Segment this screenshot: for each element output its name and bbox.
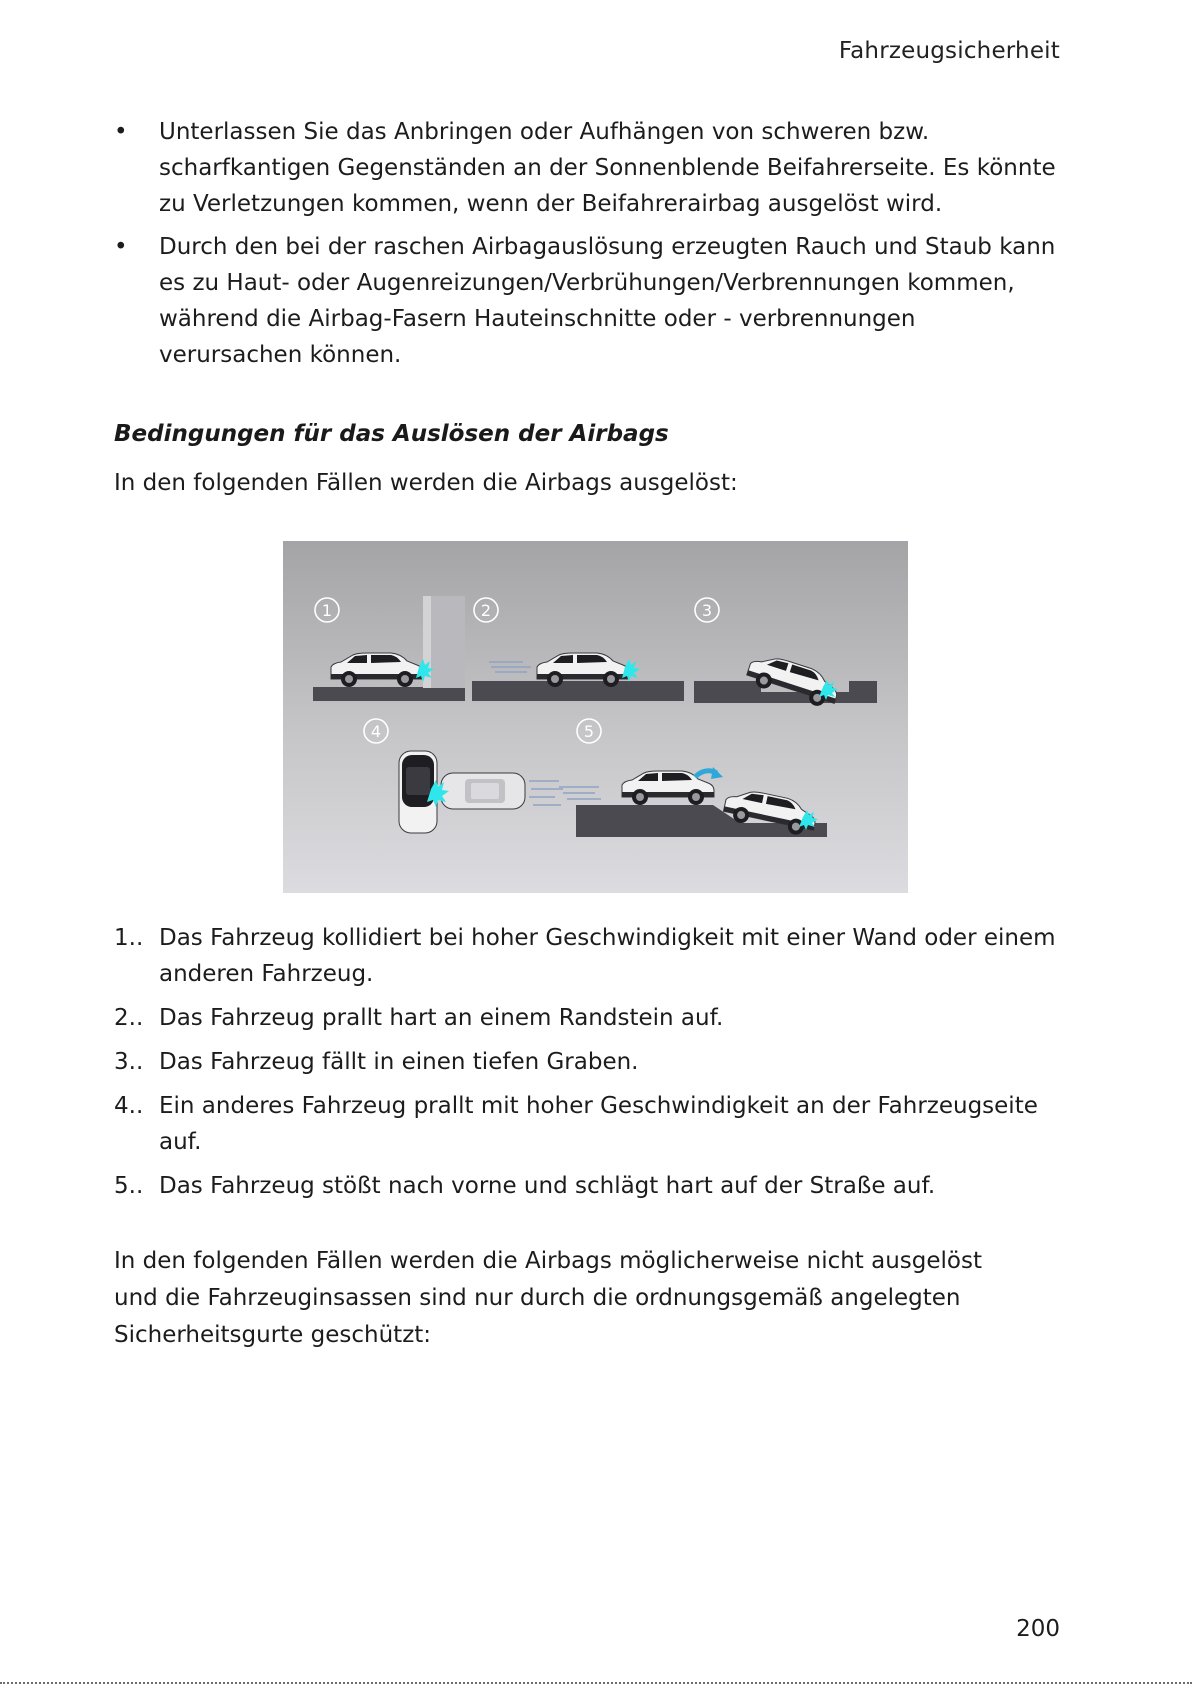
list-text: Das Fahrzeug fällt in einen tiefen Graben. bbox=[159, 1049, 639, 1075]
motion-lines bbox=[559, 787, 601, 799]
scenario-5-road-impact bbox=[559, 767, 827, 838]
ground-block bbox=[472, 681, 684, 701]
scenario-label-1 bbox=[315, 598, 339, 622]
list-number: 4.. bbox=[114, 1093, 144, 1119]
scenario-1-frontal-collision bbox=[313, 596, 465, 701]
warning-bullet-list bbox=[114, 114, 1066, 380]
ground-block bbox=[313, 687, 465, 701]
svg-text:4: 4 bbox=[370, 722, 382, 741]
impacting-car-top-view bbox=[441, 773, 525, 809]
page-number: 200 bbox=[1016, 1616, 1060, 1642]
section-heading: Bedingungen für das Auslösen der Airbags bbox=[114, 421, 669, 447]
svg-text:5: 5 bbox=[583, 722, 595, 741]
list-item bbox=[114, 1168, 1074, 1204]
list-text: Das Fahrzeug kollidiert bei hoher Geschwindigkeit mit einer Wand oder einem anderen Fahrzeug. bbox=[159, 925, 1056, 987]
bullet-text: Unterlassen Sie das Anbringen oder Aufhängen von schweren bzw. scharfkantigen Gegenständen an der Sonnenblende Beifahrerseite. Es könnte zu Verletzungen kommen, wenn der Beifahrerairbag ausgelöst wird. bbox=[159, 119, 1056, 217]
closing-paragraph: In den folgenden Fällen werden die Airbags möglicherweise nicht ausgelöst und die Fahrzeuginsassen sind nur durch die ordnungsgemäß angelegten Sicherheitsgurte geschützt: bbox=[114, 1248, 983, 1348]
motion-lines bbox=[489, 662, 531, 672]
svg-text:3: 3 bbox=[701, 601, 713, 620]
section-intro: In den folgenden Fällen werden die Airbags ausgelöst: bbox=[114, 470, 738, 496]
bullet-item bbox=[114, 229, 1066, 373]
list-number: 2.. bbox=[114, 1005, 144, 1031]
bullet-text: Durch den bei der raschen Airbagauslösung erzeugten Rauch und Staub kann es zu Haut- oder Augenreizungen/Verbrühungen/Verbrennungen kommen, während die Airbag-Fasern Hauteinschnitte oder - verbrennungen verursachen können. bbox=[159, 234, 1056, 368]
airbag-deployment-illustration bbox=[283, 541, 908, 893]
list-item bbox=[114, 1000, 1074, 1036]
trigger-conditions-list bbox=[114, 920, 1074, 1212]
scenario-4-side-impact bbox=[399, 751, 563, 833]
bullet-item bbox=[114, 114, 1066, 222]
svg-text:2: 2 bbox=[480, 601, 492, 620]
list-item bbox=[114, 1044, 1074, 1080]
scenario-label-2 bbox=[474, 598, 498, 622]
illustration-canvas bbox=[283, 541, 908, 893]
bullet-marker: • bbox=[114, 119, 128, 145]
rotation-arrowhead bbox=[711, 767, 723, 779]
page-bottom-rule bbox=[0, 1682, 1192, 1684]
list-text: Ein anderes Fahrzeug prallt mit hoher Geschwindigkeit an der Fahrzeugseite auf. bbox=[159, 1093, 1038, 1155]
list-item bbox=[114, 920, 1074, 992]
bullet-marker: • bbox=[114, 234, 128, 260]
suv-car bbox=[622, 771, 714, 805]
running-header: Fahrzeugsicherheit bbox=[838, 38, 1060, 64]
list-text: Das Fahrzeug stößt nach vorne und schlägt hart auf der Straße auf. bbox=[159, 1173, 936, 1199]
scenario-label-5 bbox=[577, 719, 601, 743]
list-number: 5.. bbox=[114, 1173, 144, 1199]
scenario-2-curb-impact bbox=[472, 653, 684, 701]
scenario-label-3 bbox=[695, 598, 719, 622]
suv-car bbox=[331, 653, 423, 687]
list-number: 1.. bbox=[114, 925, 144, 951]
svg-text:1: 1 bbox=[321, 601, 333, 620]
list-item bbox=[114, 1088, 1074, 1160]
list-number: 3.. bbox=[114, 1049, 144, 1075]
motion-lines bbox=[529, 781, 563, 805]
scenario-label-4 bbox=[364, 719, 388, 743]
list-text: Das Fahrzeug prallt hart an einem Randstein auf. bbox=[159, 1005, 724, 1031]
scenario-3-ditch-drop bbox=[694, 650, 877, 711]
